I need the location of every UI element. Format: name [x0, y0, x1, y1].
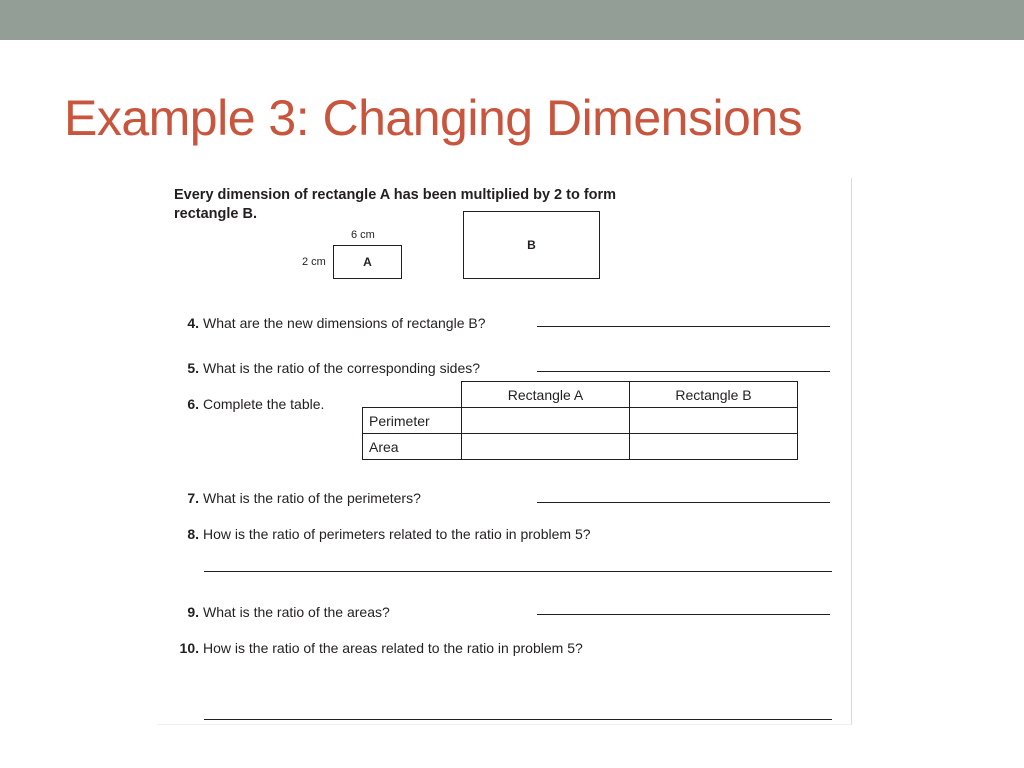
question-text: What is the ratio of the areas? [203, 604, 390, 620]
table-header-cell: Rectangle B [630, 382, 798, 408]
question-5 [178, 360, 480, 376]
question-7 [178, 490, 421, 506]
question-text: Complete the table. [203, 396, 325, 412]
question-text: What are the new dimensions of rectangle B? [203, 315, 486, 331]
rectangle-a-label: A [363, 255, 372, 269]
question-number: 4. [187, 315, 199, 331]
question-4 [178, 315, 486, 331]
top-accent-bar [0, 0, 1024, 40]
intro-line-1: Every dimension of rectangle A has been multiplied by 2 to form [174, 187, 617, 203]
row-label: Area [363, 434, 462, 460]
question-number: 9. [187, 604, 199, 620]
rectangle-a [333, 245, 402, 279]
table-row [363, 434, 798, 460]
question-text: What is the ratio of the perimeters? [203, 490, 421, 506]
question-number: 8. [187, 526, 199, 542]
answer-cell [630, 408, 798, 434]
answer-line-10 [204, 719, 832, 720]
answer-line-7 [537, 502, 830, 503]
answer-line-9 [537, 614, 830, 615]
question-number: 7. [187, 490, 199, 506]
table-corner-cell [363, 382, 462, 408]
dimensions-table [362, 381, 798, 460]
width-label: 6 cm [351, 229, 375, 241]
question-text: How is the ratio of the areas related to the ratio in problem 5? [203, 640, 583, 656]
answer-cell [462, 408, 630, 434]
question-number: 6. [187, 396, 199, 412]
height-label: 2 cm [302, 256, 326, 268]
question-8 [178, 526, 591, 542]
answer-cell [462, 434, 630, 460]
table-header-row [363, 382, 798, 408]
rectangle-b-label: B [527, 238, 536, 252]
answer-cell [630, 434, 798, 460]
table-row [363, 408, 798, 434]
question-number: 5. [187, 360, 199, 376]
question-text: What is the ratio of the corresponding sides? [203, 360, 481, 376]
rectangle-b [463, 211, 600, 279]
worksheet-intro [174, 186, 694, 224]
question-9 [178, 604, 390, 620]
intro-line-2: rectangle B. [174, 206, 257, 222]
question-10 [178, 640, 583, 656]
answer-line-5 [537, 371, 830, 372]
row-label: Perimeter [363, 408, 462, 434]
answer-line-4 [537, 326, 830, 327]
question-number: 10. [179, 640, 199, 656]
slide-title: Example 3: Changing Dimensions [64, 90, 803, 146]
table-header-cell: Rectangle A [462, 382, 630, 408]
worksheet-image [157, 178, 852, 725]
question-text: How is the ratio of perimeters related to the ratio in problem 5? [203, 526, 591, 542]
question-6 [178, 396, 324, 412]
answer-line-8 [204, 571, 832, 572]
